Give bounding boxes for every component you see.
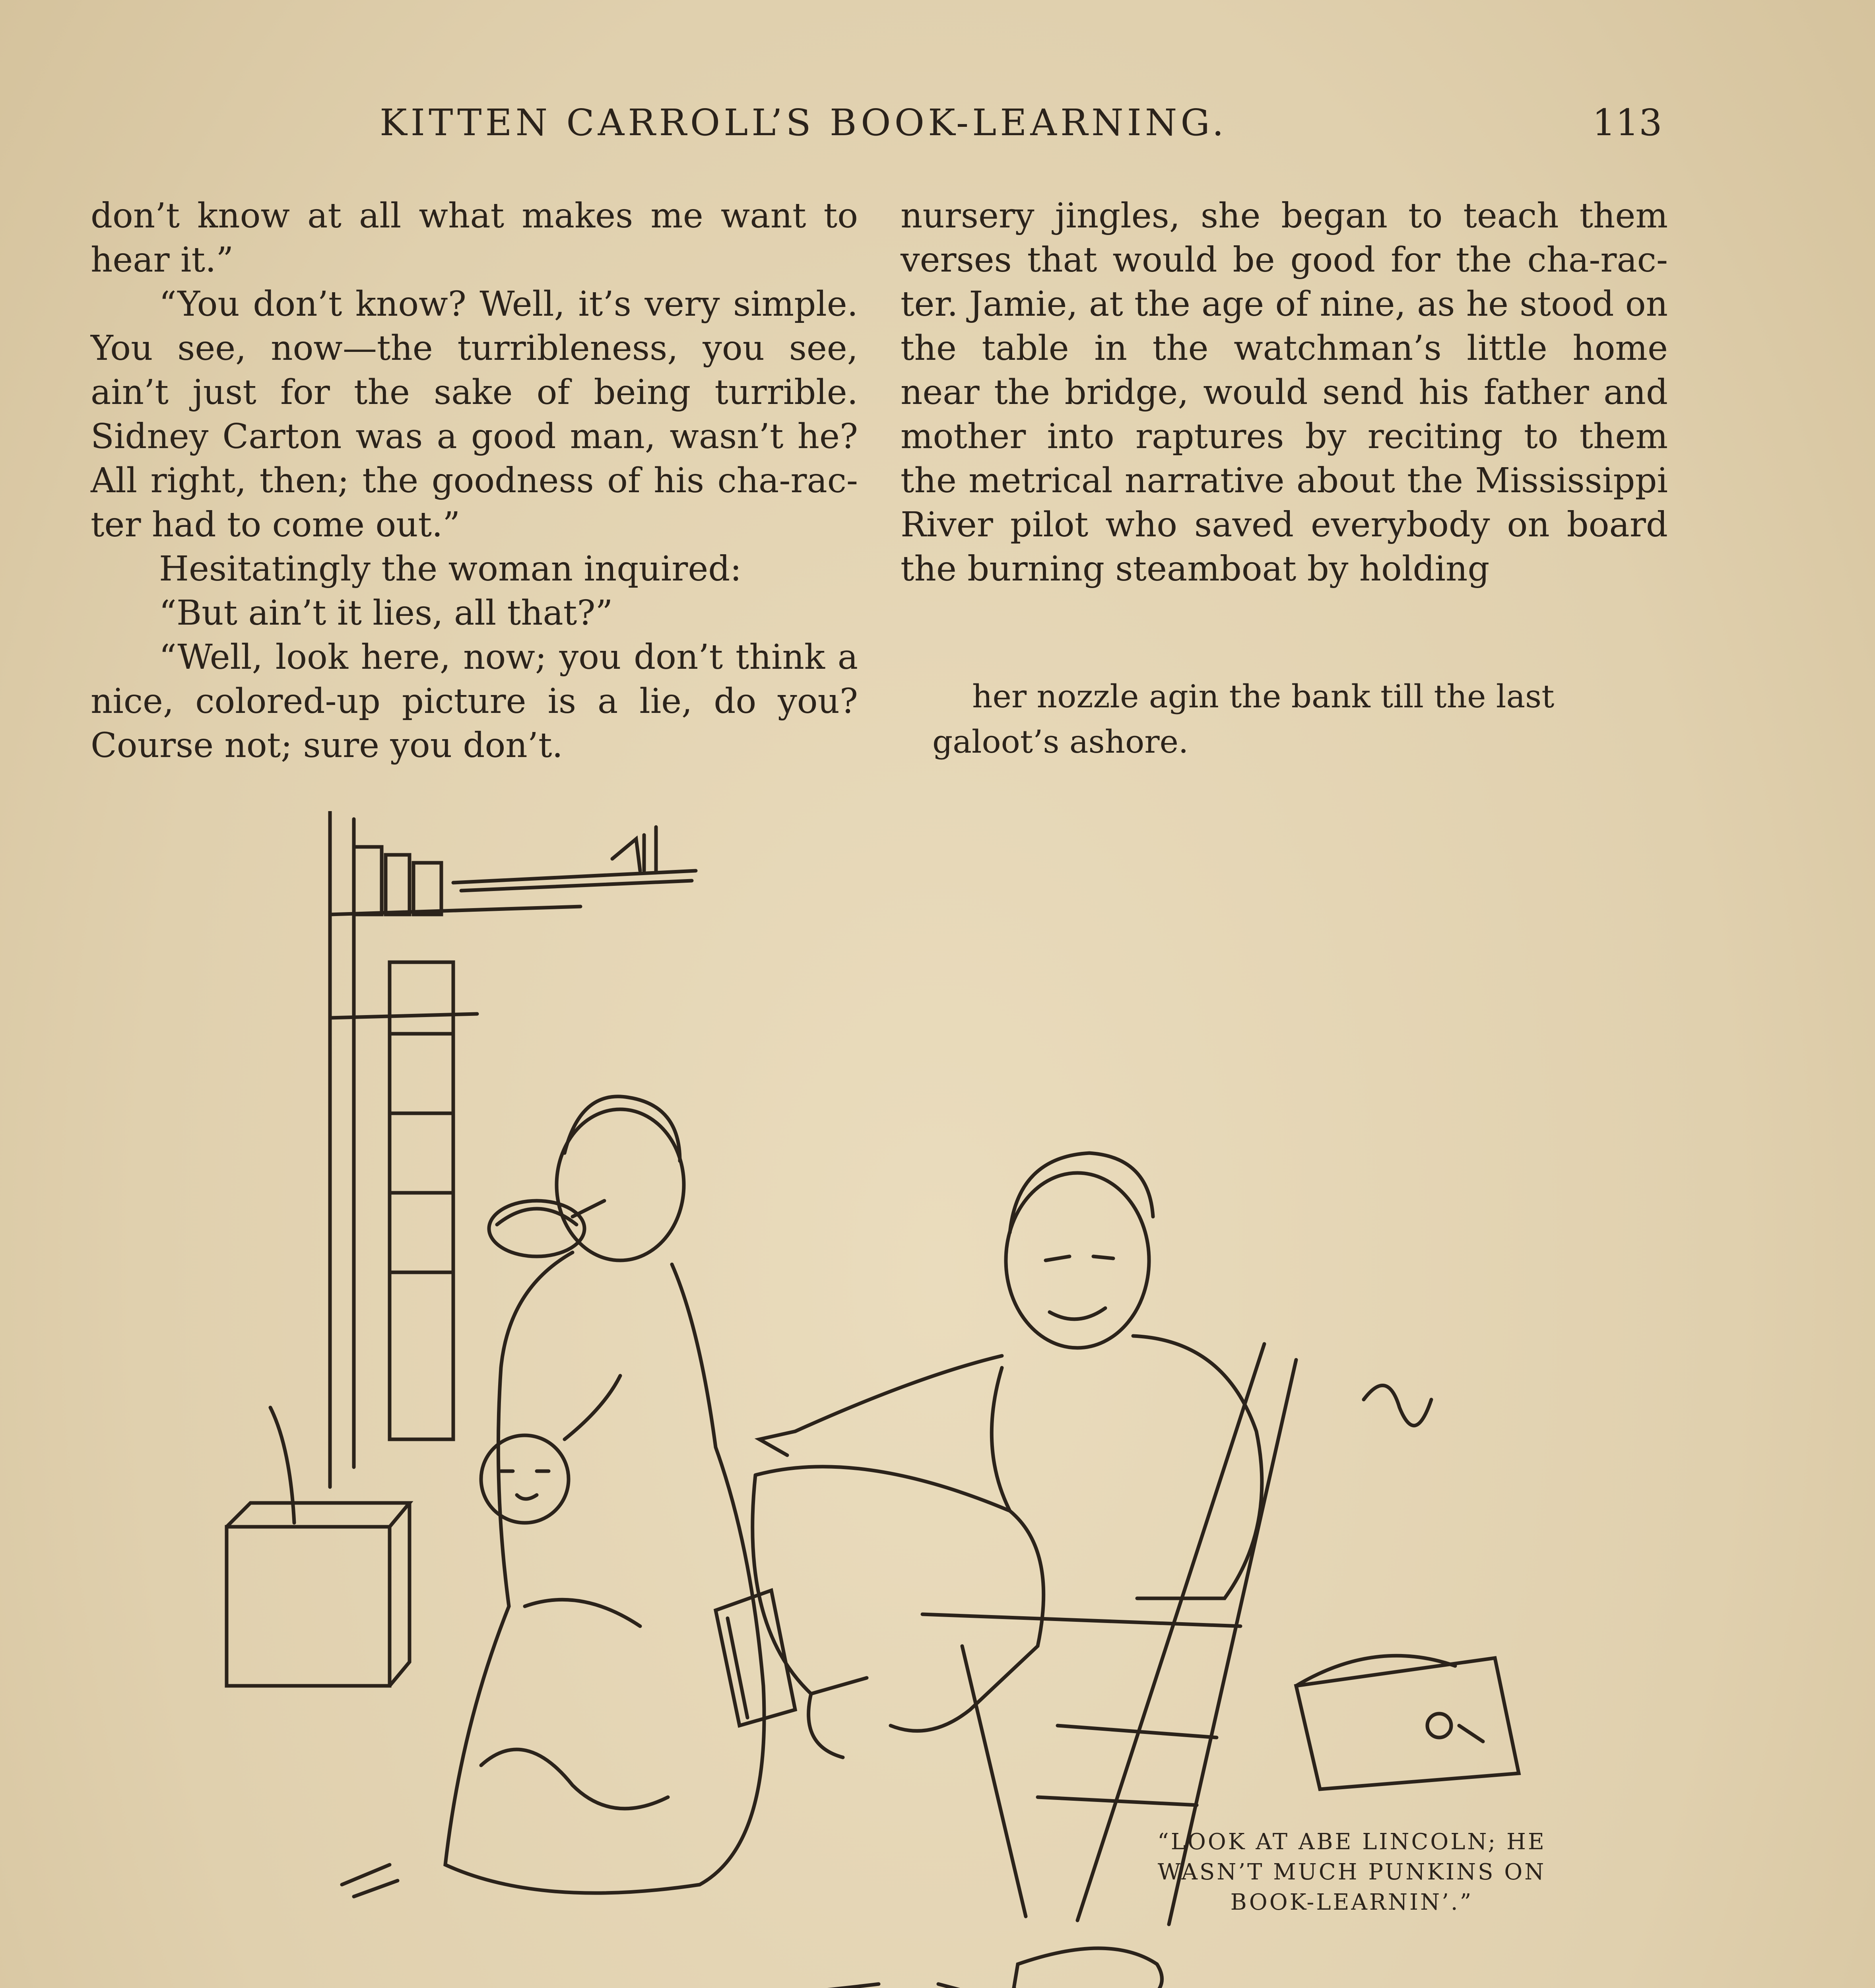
- illustration-caption: “LOOK AT ABE LINCOLN; HE WASN’T MUCH PUNKINS ON BOOK-LEARNIN’.”: [1157, 1829, 1546, 1915]
- paragraph: “Well, look here, now; you don’t think a nice, colored-up picture is a lie, do you? Course not; sure you don’t.: [91, 637, 858, 765]
- paragraph: “But ain’t it lies, all that?”: [159, 593, 613, 633]
- paragraph: nursery jingles, she began to teach them verses that would be good for the cha-rac-ter. Jamie, at the age of nine, as he stood on the table in the watchman’s little home near the bridge, would send his father and mother into raptures by reciting to them the metrical narrative about the Mississippi River pilot who saved everybody on board the burning steamboat by holding: [901, 196, 1668, 589]
- verse-line: her nozzle agin the bank till the last: [972, 678, 1555, 715]
- page-number: 113: [1592, 101, 1662, 144]
- paragraph: “You don’t know? Well, it’s very simple. You see, now—the turribleness, you see, ain’t just for the sake of being turrible. Sidney Carton was a good man, wasn’t he? All right, then; the goodness of his cha-rac-ter had to come out.”: [91, 284, 858, 545]
- verse-quotation: [932, 674, 1656, 765]
- engraving-illustration: [223, 811, 1547, 1988]
- paragraph: Hesitatingly the woman inquired:: [159, 549, 742, 589]
- running-header-title: KITTEN CARROLL’S BOOK-LEARNING.: [380, 101, 1227, 144]
- text-column-top-left: [91, 194, 858, 768]
- verse-line: galoot’s ashore.: [932, 723, 1189, 760]
- text-column-top-right: [901, 194, 1668, 591]
- paragraph: don’t know at all what makes me want to hear it.”: [91, 196, 858, 280]
